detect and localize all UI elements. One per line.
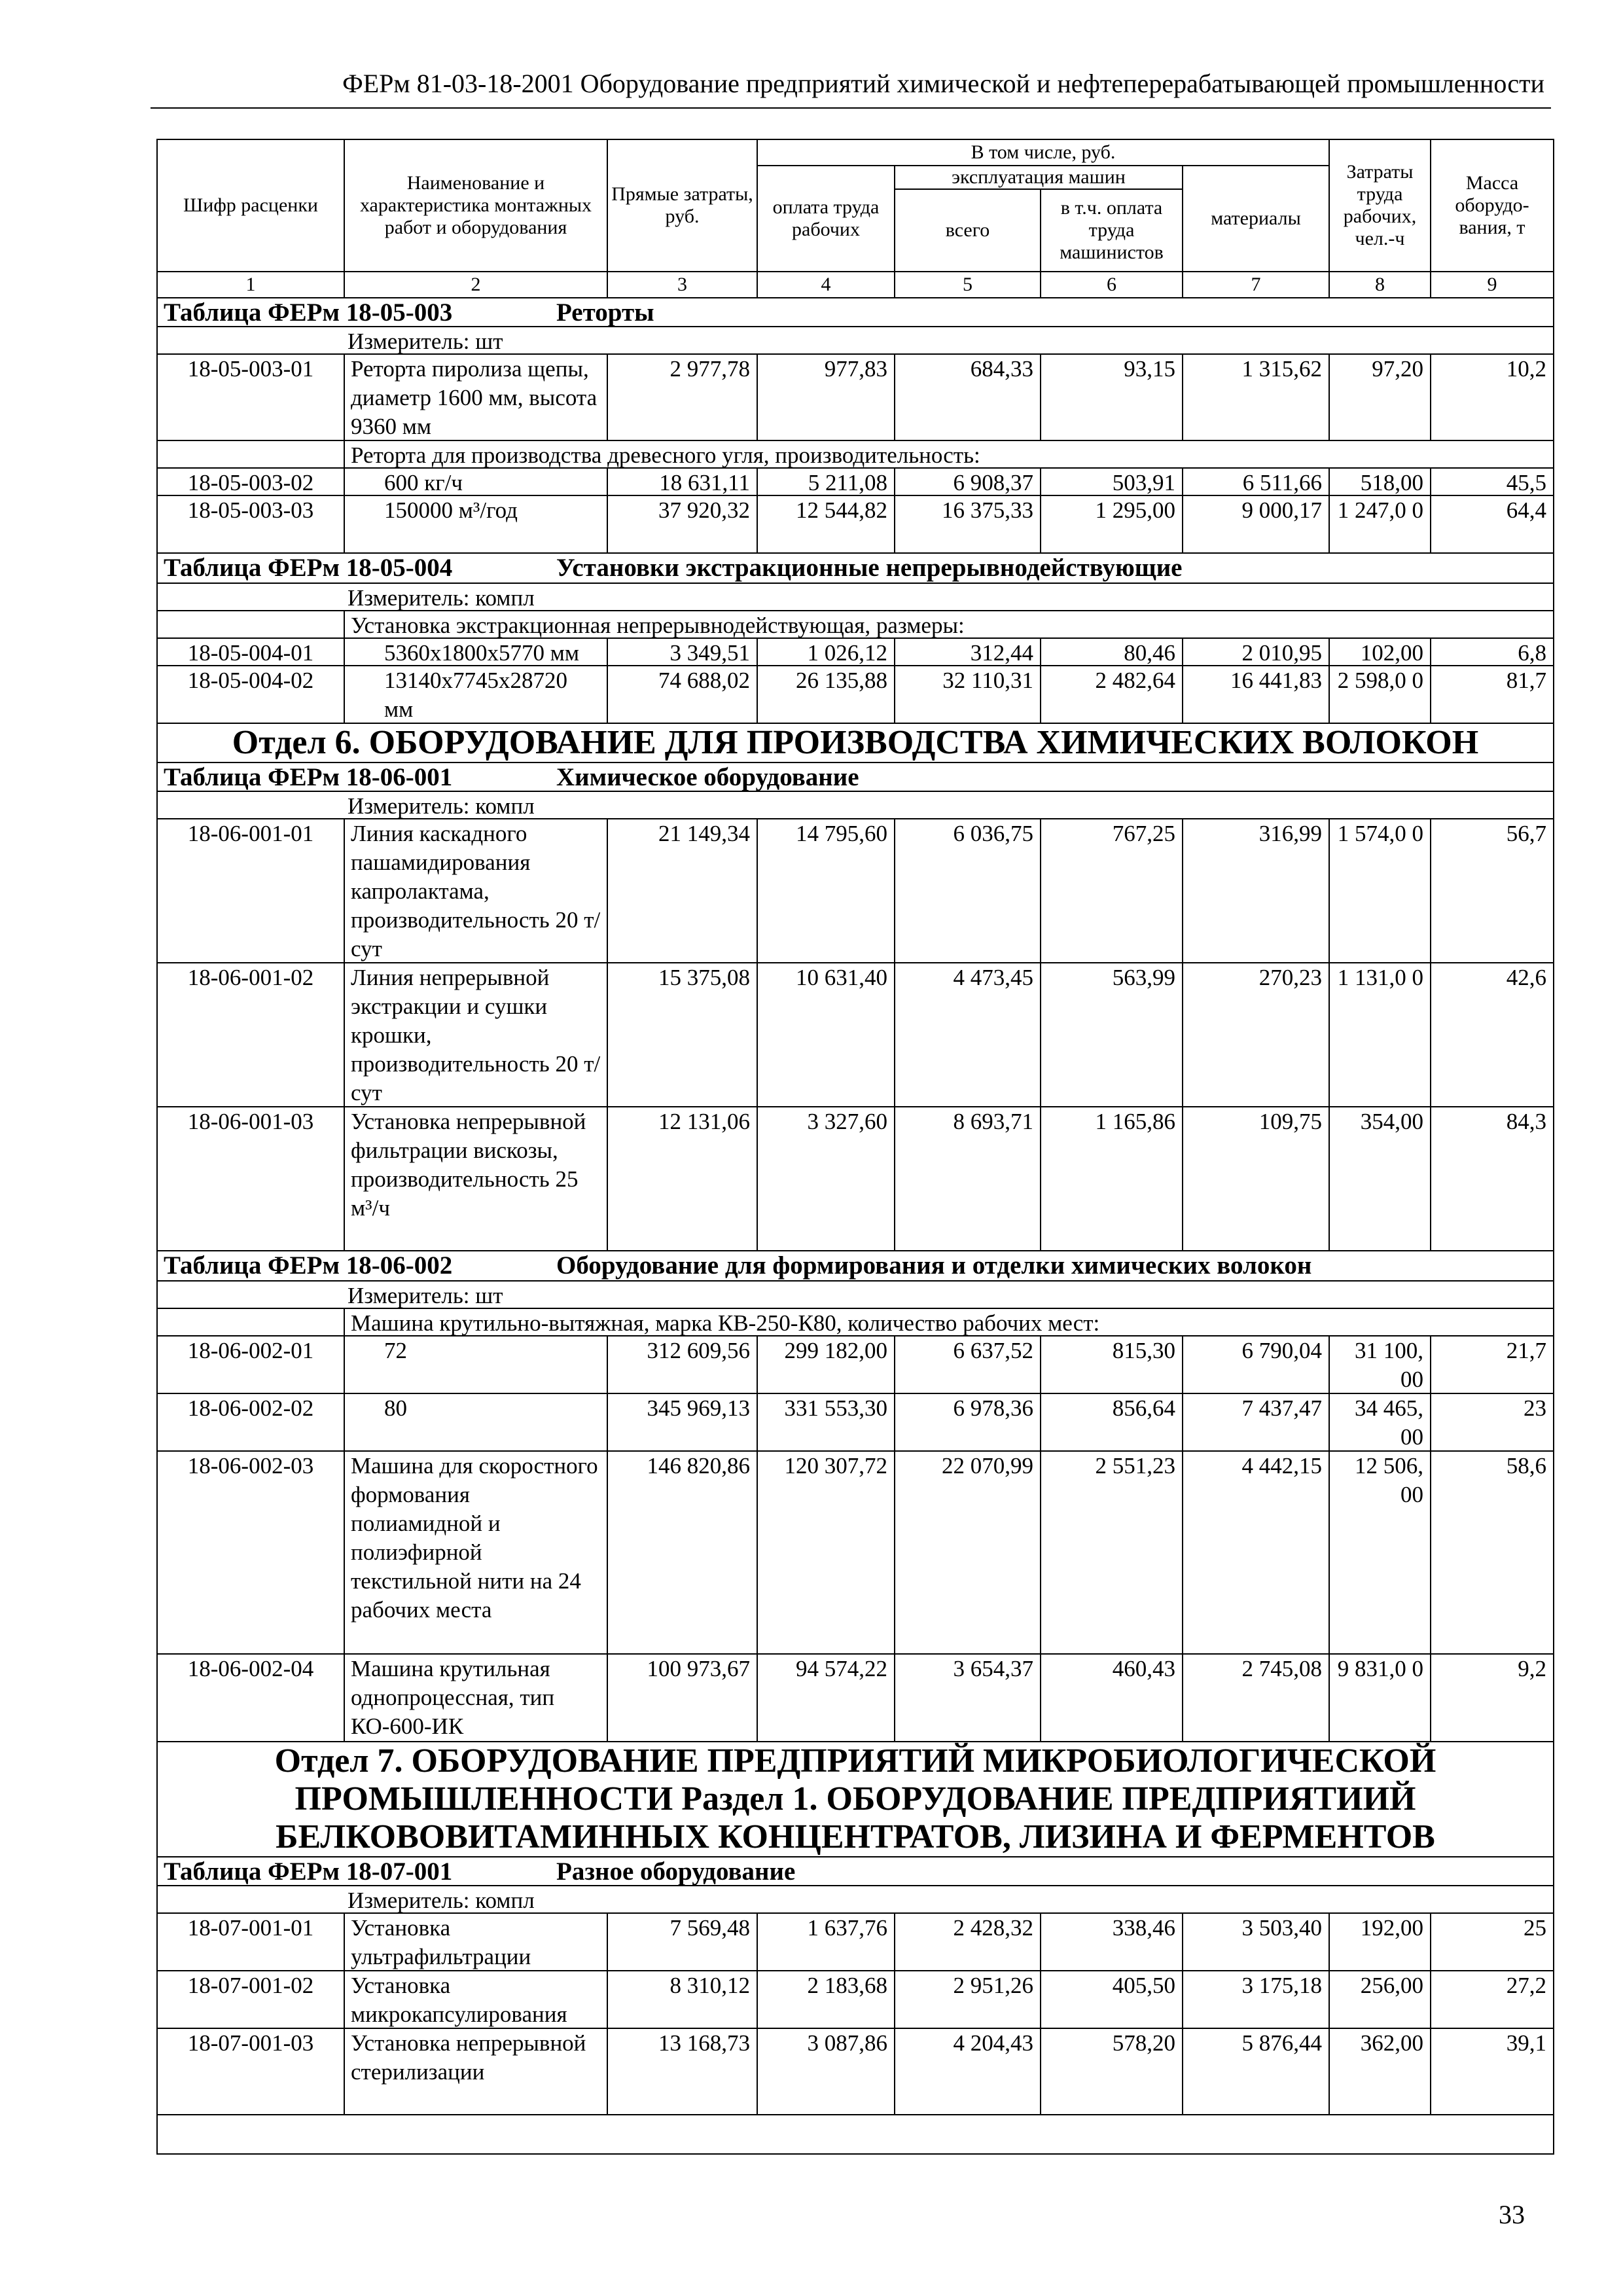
table-code: Таблица ФЕРм 18-07-001 (164, 1857, 453, 1886)
row-machines: 6 978,36 (895, 1394, 1041, 1452)
row-labor: 3 327,60 (758, 1107, 895, 1251)
measure-row (158, 584, 1553, 611)
row-hours: 354,00 (1330, 1107, 1431, 1251)
table-name: Оборудование для формирования и отделки химических волокон (556, 1251, 1312, 1280)
col-number: 1 (158, 272, 345, 298)
row-machine-labor: 1 165,86 (1041, 1107, 1183, 1251)
header-rule (151, 107, 1551, 109)
row-machines: 3 654,37 (895, 1655, 1041, 1742)
row-direct: 18 631,11 (608, 469, 758, 496)
row-mass: 25 (1431, 1914, 1553, 1971)
row-materials: 3 175,18 (1183, 1971, 1330, 2029)
row-direct: 74 688,02 (608, 666, 758, 724)
col-number: 7 (1183, 272, 1330, 298)
row-labor: 14 795,60 (758, 819, 895, 963)
table-row (158, 666, 1553, 724)
row-labor: 299 182,00 (758, 1336, 895, 1394)
col-number: 9 (1431, 272, 1553, 298)
row-machine-labor: 80,46 (1041, 639, 1183, 666)
table-bottom-spacer (158, 2115, 1553, 2155)
row-labor: 10 631,40 (758, 963, 895, 1107)
row-hours: 2 598,0 0 (1330, 666, 1431, 724)
table-row (158, 469, 1553, 496)
row-machines: 22 070,99 (895, 1452, 1041, 1655)
row-code: 18-06-002-04 (158, 1655, 345, 1742)
measure-unit: Измеритель: шт (158, 1282, 1553, 1309)
col-mass-header: Масса оборудо-вания, т (1455, 172, 1529, 238)
row-code: 18-05-003-03 (158, 496, 345, 554)
table-row (158, 1107, 1553, 1251)
row-subheading: Машина крутильно-вытяжная, марка КВ-250-К80, количество рабочих мест: (345, 1309, 1553, 1336)
col-code-header: Шифр расценки (158, 140, 345, 271)
row-machine-labor: 767,25 (1041, 819, 1183, 963)
row-labor: 3 087,86 (758, 2029, 895, 2115)
row-hours: 31 100, 00 (1330, 1336, 1431, 1394)
row-name: 600 кг/ч (345, 469, 608, 496)
row-code: 18-06-001-02 (158, 963, 345, 1107)
table-row (158, 1655, 1553, 1742)
row-mass: 39,1 (1431, 2029, 1553, 2115)
row-machines: 32 110,31 (895, 666, 1041, 724)
row-labor: 12 544,82 (758, 496, 895, 554)
section-row (158, 724, 1553, 763)
row-code: 18-05-003-01 (158, 355, 345, 441)
row-hours: 362,00 (1330, 2029, 1431, 2115)
row-hours: 256,00 (1330, 1971, 1431, 2029)
row-labor: 977,83 (758, 355, 895, 441)
row-code: 18-06-001-01 (158, 819, 345, 963)
table-code: Таблица ФЕРм 18-06-001 (164, 763, 453, 791)
row-mass: 6,8 (1431, 639, 1553, 666)
table-title (158, 554, 1553, 584)
row-materials: 5 876,44 (1183, 2029, 1330, 2115)
row-direct: 345 969,13 (608, 1394, 758, 1452)
table-row (158, 1914, 1553, 1971)
row-name: Установка микрокапсулирования (345, 1971, 608, 2029)
row-code: 18-06-002-01 (158, 1336, 345, 1394)
col-number: 5 (895, 272, 1041, 298)
row-direct: 100 973,67 (608, 1655, 758, 1742)
row-materials: 2 745,08 (1183, 1655, 1330, 1742)
table-row (158, 1971, 1553, 2029)
table-title (158, 763, 1553, 792)
col-number: 4 (758, 272, 895, 298)
row-machine-labor: 563,99 (1041, 963, 1183, 1107)
row-mass: 27,2 (1431, 1971, 1553, 2029)
subheading-row (158, 1309, 1553, 1336)
row-direct: 8 310,12 (608, 1971, 758, 2029)
row-name: 150000 м³/год (345, 496, 608, 554)
row-machines: 6 637,52 (895, 1336, 1041, 1394)
section-row (158, 1742, 1553, 1857)
row-materials: 7 437,47 (1183, 1394, 1330, 1452)
row-machines: 4 204,43 (895, 2029, 1041, 2115)
row-machines: 2 428,32 (895, 1914, 1041, 1971)
row-direct: 3 349,51 (608, 639, 758, 666)
row-code: 18-07-001-02 (158, 1971, 345, 2029)
row-labor: 26 135,88 (758, 666, 895, 724)
row-direct: 2 977,78 (608, 355, 758, 441)
table-row (158, 2029, 1553, 2115)
row-materials: 270,23 (1183, 963, 1330, 1107)
section-7-title: Отдел 7. ОБОРУДОВАНИЕ ПРЕДПРИЯТИЙ МИКРОБИОЛОГИЧЕСКОЙ ПРОМЫШЛЕННОСТИ Раздел 1. ОБОРУДОВАНИЕ ПРЕДПРИЯТИИЙ БЕЛКОВОВИТАМИННЫХ КОНЦЕНТРАТОВ, ЛИЗИНА И ФЕРМЕНТОВ (158, 1742, 1553, 1857)
row-materials: 2 010,95 (1183, 639, 1330, 666)
row-materials: 9 000,17 (1183, 496, 1330, 554)
col-hours-header: Затраты труда рабочих, чел.-ч (1330, 140, 1431, 271)
row-hours: 9 831,0 0 (1330, 1655, 1431, 1742)
row-mass: 64,4 (1431, 496, 1553, 554)
table-name: Разное оборудование (556, 1857, 796, 1886)
table-title-row (158, 554, 1553, 584)
row-direct: 13 168,73 (608, 2029, 758, 2115)
row-machine-labor: 2 551,23 (1041, 1452, 1183, 1655)
subheading-row (158, 611, 1553, 639)
table-name: Реторты (556, 298, 654, 327)
row-hours: 192,00 (1330, 1914, 1431, 1971)
row-machines: 6 036,75 (895, 819, 1041, 963)
row-machine-labor: 503,91 (1041, 469, 1183, 496)
row-code: 18-07-001-01 (158, 1914, 345, 1971)
row-direct: 312 609,56 (608, 1336, 758, 1394)
row-machine-labor: 578,20 (1041, 2029, 1183, 2115)
row-machine-labor: 338,46 (1041, 1914, 1183, 1971)
row-machines: 2 951,26 (895, 1971, 1041, 2029)
row-labor: 120 307,72 (758, 1452, 895, 1655)
column-number-row (158, 271, 1553, 298)
table-row (158, 355, 1553, 441)
col-number: 2 (345, 272, 608, 298)
col-number: 3 (608, 272, 758, 298)
row-name: Реторта пиролиза щепы, диаметр 1600 мм, высота 9360 мм (345, 355, 608, 441)
row-hours: 1 131,0 0 (1330, 963, 1431, 1107)
row-machine-labor: 815,30 (1041, 1336, 1183, 1394)
row-code: 18-06-002-03 (158, 1452, 345, 1655)
row-materials: 1 315,62 (1183, 355, 1330, 441)
row-direct: 146 820,86 (608, 1452, 758, 1655)
row-machines: 16 375,33 (895, 496, 1041, 554)
col-direct-header: Прямые затраты, руб. (608, 140, 758, 271)
row-code: 18-05-004-02 (158, 666, 345, 724)
measure-unit: Измеритель: шт (158, 327, 1553, 355)
table-row (158, 1394, 1553, 1452)
measure-row (158, 1886, 1553, 1914)
table-code: Таблица ФЕРм 18-05-003 (164, 298, 453, 327)
row-name: Машина крутильная однопроцессная, тип КО-600-ИК (345, 1655, 608, 1742)
table-title (158, 1857, 1553, 1886)
subheading-row (158, 441, 1553, 469)
table-row (158, 639, 1553, 666)
row-mass: 56,7 (1431, 819, 1553, 963)
row-hours: 34 465, 00 (1330, 1394, 1431, 1452)
row-labor: 2 183,68 (758, 1971, 895, 2029)
row-direct: 37 920,32 (608, 496, 758, 554)
col-labor-header: оплата труда рабочих (758, 166, 895, 271)
table-title-row (158, 1857, 1553, 1886)
row-labor: 1 637,76 (758, 1914, 895, 1971)
row-machines: 8 693,71 (895, 1107, 1041, 1251)
row-mass: 23 (1431, 1394, 1553, 1452)
row-code: 18-05-003-02 (158, 469, 345, 496)
row-mass: 45,5 (1431, 469, 1553, 496)
measure-unit: Измеритель: компл (158, 1886, 1553, 1914)
col-machine-labor-header: в т.ч. оплата труда машинистов (1041, 190, 1183, 271)
row-machine-labor: 460,43 (1041, 1655, 1183, 1742)
table-code: Таблица ФЕРм 18-06-002 (164, 1251, 453, 1280)
col-machine-group-header: эксплуатация машин (895, 166, 1183, 190)
measure-row (158, 1282, 1553, 1309)
measure-row (158, 792, 1553, 819)
row-materials: 4 442,15 (1183, 1452, 1330, 1655)
row-labor: 5 211,08 (758, 469, 895, 496)
row-mass: 9,2 (1431, 1655, 1553, 1742)
row-labor: 331 553,30 (758, 1394, 895, 1452)
measure-row (158, 327, 1553, 355)
row-hours: 518,00 (1330, 469, 1431, 496)
row-mass: 81,7 (1431, 666, 1553, 724)
col-materials-header: материалы (1183, 166, 1330, 271)
table-row (158, 1336, 1553, 1394)
section-6-title: Отдел 6. ОБОРУДОВАНИЕ ДЛЯ ПРОИЗВОДСТВА ХИМИЧЕСКИХ ВОЛОКОН (158, 724, 1553, 763)
table-title-row (158, 763, 1553, 792)
row-subheading: Установка экстракционная непрерывнодействующая, размеры: (345, 611, 1553, 639)
row-direct: 15 375,08 (608, 963, 758, 1107)
table-name: Химическое оборудование (556, 763, 859, 791)
row-machine-labor: 93,15 (1041, 355, 1183, 441)
row-subheading: Реторта для производства древесного угля, производительность: (345, 441, 1553, 469)
row-machines: 6 908,37 (895, 469, 1041, 496)
row-name: 72 (345, 1336, 608, 1394)
page-number: 33 (1499, 2200, 1525, 2229)
row-materials: 6 790,04 (1183, 1336, 1330, 1394)
row-code: 18-06-002-02 (158, 1394, 345, 1452)
table-row (158, 819, 1553, 963)
row-hours: 12 506, 00 (1330, 1452, 1431, 1655)
row-materials: 16 441,83 (1183, 666, 1330, 724)
col-number: 8 (1330, 272, 1431, 298)
col-number: 6 (1041, 272, 1183, 298)
row-name: Машина для скоростного формования полиамидной и полиэфирной текстильной нити на 24 рабочих места (345, 1452, 608, 1655)
table-header (158, 140, 1553, 271)
table-title (158, 1251, 1553, 1282)
row-machine-labor: 1 295,00 (1041, 496, 1183, 554)
row-materials: 316,99 (1183, 819, 1330, 963)
row-name: 5360х1800х5770 мм (345, 639, 608, 666)
table-code: Таблица ФЕРм 18-05-004 (164, 554, 453, 582)
rates-table (156, 139, 1554, 2155)
row-mass: 10,2 (1431, 355, 1553, 441)
page-running-header: ФЕРм 81-03-18-2001 Оборудование предприятий химической и нефтеперерабатывающей промышленности (342, 69, 1544, 98)
measure-unit: Измеритель: компл (158, 584, 1553, 611)
table-name: Установки экстракционные непрерывнодействующие (556, 554, 1183, 582)
row-hours: 102,00 (1330, 639, 1431, 666)
row-materials: 3 503,40 (1183, 1914, 1330, 1971)
row-machine-labor: 405,50 (1041, 1971, 1183, 2029)
row-name: Линия каскадного пашамидирования капролактама, производительность 20 т/сут (345, 819, 608, 963)
table-title-row (158, 1251, 1553, 1282)
row-labor: 1 026,12 (758, 639, 895, 666)
row-code: 18-06-001-03 (158, 1107, 345, 1251)
row-direct: 7 569,48 (608, 1914, 758, 1971)
row-name: 13140х7745х28720 мм (345, 666, 608, 724)
row-machine-labor: 856,64 (1041, 1394, 1183, 1452)
row-machine-labor: 2 482,64 (1041, 666, 1183, 724)
row-name: Установка ультрафильтрации (345, 1914, 608, 1971)
col-machine-total-header: всего (895, 190, 1041, 271)
row-direct: 12 131,06 (608, 1107, 758, 1251)
row-code: 18-07-001-03 (158, 2029, 345, 2115)
row-mass: 21,7 (1431, 1336, 1553, 1394)
row-machines: 4 473,45 (895, 963, 1041, 1107)
row-materials: 6 511,66 (1183, 469, 1330, 496)
row-mass: 84,3 (1431, 1107, 1553, 1251)
table-row (158, 496, 1553, 554)
row-machines: 312,44 (895, 639, 1041, 666)
row-name: Линия непрерывной экстракции и сушки крошки, производительность 20 т/сут (345, 963, 608, 1107)
measure-unit: Измеритель: компл (158, 792, 1553, 819)
row-name: 80 (345, 1394, 608, 1452)
row-mass: 42,6 (1431, 963, 1553, 1107)
row-mass: 58,6 (1431, 1452, 1553, 1655)
row-hours: 1 574,0 0 (1330, 819, 1431, 963)
col-name-header: Наименование и характеристика монтажных работ и оборудования (345, 140, 608, 271)
row-code: 18-05-004-01 (158, 639, 345, 666)
table-title-row (158, 298, 1553, 327)
table-row (158, 1452, 1553, 1655)
row-name: Установка непрерывной стерилизации (345, 2029, 608, 2115)
row-materials: 109,75 (1183, 1107, 1330, 1251)
row-hours: 97,20 (1330, 355, 1431, 441)
table-title (158, 298, 1553, 327)
row-name: Установка непрерывной фильтрации вискозы, производительность 25 м³/ч (345, 1107, 608, 1251)
col-group-header: В том числе, руб. (758, 140, 1330, 166)
row-hours: 1 247,0 0 (1330, 496, 1431, 554)
table-row (158, 963, 1553, 1107)
row-machines: 684,33 (895, 355, 1041, 441)
row-labor: 94 574,22 (758, 1655, 895, 1742)
row-direct: 21 149,34 (608, 819, 758, 963)
